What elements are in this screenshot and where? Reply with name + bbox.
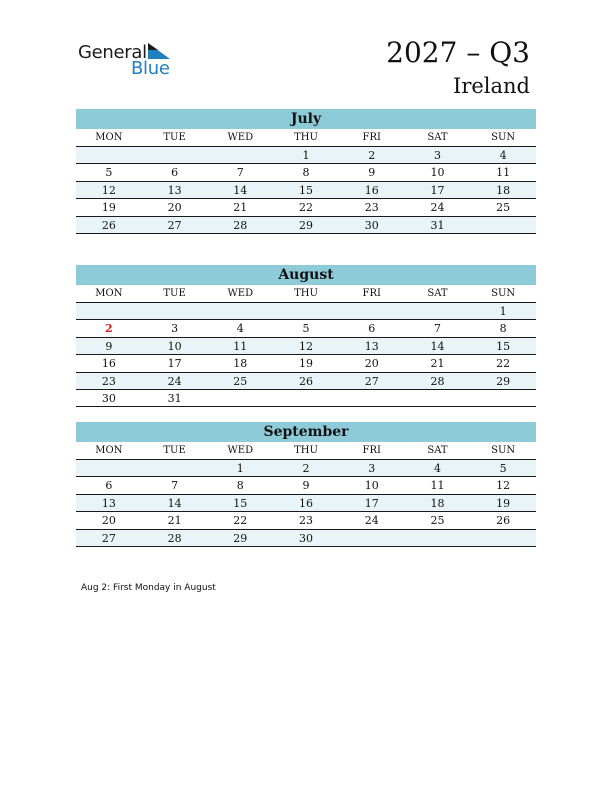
day-cell: 22 xyxy=(233,514,248,528)
day-cell: 9 xyxy=(302,479,310,493)
weekday-header-row xyxy=(76,129,536,147)
day-cell: 16 xyxy=(364,183,379,197)
day-cell: 23 xyxy=(299,514,314,528)
day-cell: 24 xyxy=(430,201,445,215)
day-cell: 23 xyxy=(101,374,116,388)
weekday-label: FRI xyxy=(362,288,381,299)
day-cell: 4 xyxy=(236,322,244,336)
day-cell: 22 xyxy=(496,357,511,371)
day-cell: 26 xyxy=(496,514,511,528)
day-cell: 14 xyxy=(430,339,445,353)
day-cell: 12 xyxy=(496,479,511,493)
day-cell: 3 xyxy=(368,462,376,475)
weekday-label: FRI xyxy=(362,132,381,143)
empty-day-cell xyxy=(470,217,536,233)
logo xyxy=(78,40,188,80)
week-row xyxy=(76,320,536,337)
day-cell: 8 xyxy=(302,166,310,180)
day-cell: 17 xyxy=(167,357,182,371)
weekday-label: THU xyxy=(294,445,318,456)
day-cell: 24 xyxy=(364,514,379,528)
day-cell: 11 xyxy=(430,479,445,493)
weekday-label: SUN xyxy=(491,132,516,143)
weekday-label: SUN xyxy=(491,288,516,299)
week-row xyxy=(76,460,536,477)
day-cell: 27 xyxy=(364,374,379,388)
empty-day-cell xyxy=(142,460,208,476)
month-august xyxy=(76,265,536,407)
day-cell: 26 xyxy=(299,374,314,388)
empty-day-cell xyxy=(405,303,471,319)
day-cell: 16 xyxy=(299,496,314,510)
day-cell: 18 xyxy=(496,183,511,197)
week-row xyxy=(76,182,536,199)
day-cell: 18 xyxy=(430,496,445,510)
day-cell: 15 xyxy=(233,496,248,510)
day-cell: 11 xyxy=(233,339,248,353)
week-row xyxy=(76,217,536,234)
weekday-label: THU xyxy=(294,288,318,299)
day-cell: 6 xyxy=(171,166,179,180)
weekday-label: TUE xyxy=(163,288,186,299)
weekday-label: SAT xyxy=(427,288,448,299)
weekday-label: WED xyxy=(227,132,254,143)
week-row xyxy=(76,147,536,164)
day-cell: 6 xyxy=(368,322,376,336)
day-cell: 12 xyxy=(101,183,116,197)
day-cell: 2 xyxy=(302,462,310,475)
day-cell: 9 xyxy=(368,166,376,180)
country-name: Ireland xyxy=(453,74,530,98)
empty-day-cell xyxy=(470,390,536,406)
day-cell: 28 xyxy=(233,218,248,232)
empty-day-cell xyxy=(339,530,405,546)
week-row xyxy=(76,530,536,547)
weekday-label: TUE xyxy=(163,445,186,456)
day-cell: 3 xyxy=(171,322,179,336)
day-cell: 6 xyxy=(105,479,113,493)
weekday-label: SUN xyxy=(491,445,516,456)
holiday-note: Aug 2: First Monday in August xyxy=(81,583,216,593)
logo-general-text: General xyxy=(78,42,147,63)
day-cell: 23 xyxy=(364,201,379,215)
week-row xyxy=(76,477,536,494)
day-cell: 31 xyxy=(430,218,445,232)
logo-triangle-icon xyxy=(148,43,170,59)
day-cell: 2 xyxy=(368,149,376,162)
empty-day-cell xyxy=(273,303,339,319)
week-row xyxy=(76,390,536,407)
empty-day-cell xyxy=(470,530,536,546)
weekday-label: WED xyxy=(227,445,254,456)
day-cell: 25 xyxy=(496,201,511,215)
day-cell: 31 xyxy=(167,391,182,405)
day-cell: 8 xyxy=(499,322,507,336)
logo-blue-text: Blue xyxy=(131,58,170,79)
day-cell: 29 xyxy=(496,374,511,388)
day-cell: 27 xyxy=(167,218,182,232)
empty-day-cell xyxy=(142,303,208,319)
empty-day-cell xyxy=(76,147,142,163)
empty-day-cell xyxy=(207,303,273,319)
day-cell: 4 xyxy=(499,149,507,162)
day-cell: 10 xyxy=(364,479,379,493)
week-row xyxy=(76,164,536,181)
day-cell: 28 xyxy=(430,374,445,388)
day-cell: 18 xyxy=(233,357,248,371)
day-cell: 5 xyxy=(105,166,113,180)
day-cell: 30 xyxy=(299,531,314,545)
weekday-header-row xyxy=(76,442,536,460)
day-cell: 13 xyxy=(364,339,379,353)
weekday-label: WED xyxy=(227,288,254,299)
day-cell: 29 xyxy=(299,218,314,232)
empty-day-cell xyxy=(76,460,142,476)
day-cell: 10 xyxy=(430,166,445,180)
day-cell: 9 xyxy=(105,339,113,353)
month-title: September xyxy=(76,422,536,442)
month-title: August xyxy=(76,265,536,285)
day-cell: 13 xyxy=(101,496,116,510)
week-row xyxy=(76,199,536,216)
day-cell: 30 xyxy=(364,218,379,232)
day-cell: 30 xyxy=(101,391,116,405)
month-september xyxy=(76,422,536,547)
day-cell: 28 xyxy=(167,531,182,545)
day-cell: 11 xyxy=(496,166,511,180)
day-cell: 21 xyxy=(233,201,248,215)
week-row xyxy=(76,373,536,390)
empty-day-cell xyxy=(142,147,208,163)
day-cell: 5 xyxy=(302,322,310,336)
day-cell: 25 xyxy=(430,514,445,528)
day-cell: 2 xyxy=(105,322,113,336)
empty-day-cell xyxy=(405,530,471,546)
holiday-notes xyxy=(81,583,216,593)
weekday-label: MON xyxy=(95,288,123,299)
day-cell: 12 xyxy=(299,339,314,353)
empty-day-cell xyxy=(405,390,471,406)
empty-day-cell xyxy=(207,147,273,163)
day-cell: 7 xyxy=(433,322,441,336)
day-cell: 20 xyxy=(364,357,379,371)
day-cell: 22 xyxy=(299,201,314,215)
day-cell: 25 xyxy=(233,374,248,388)
weekday-label: TUE xyxy=(163,132,186,143)
page-title: 2027 – Q3 xyxy=(386,36,530,69)
day-cell: 15 xyxy=(496,339,511,353)
day-cell: 29 xyxy=(233,531,248,545)
day-cell: 21 xyxy=(430,357,445,371)
day-cell: 3 xyxy=(433,149,441,162)
empty-day-cell xyxy=(76,303,142,319)
day-cell: 1 xyxy=(236,462,244,475)
weekday-label: THU xyxy=(294,132,318,143)
week-row xyxy=(76,495,536,512)
weekday-label: MON xyxy=(95,132,123,143)
day-cell: 17 xyxy=(364,496,379,510)
empty-day-cell xyxy=(339,390,405,406)
day-cell: 1 xyxy=(499,305,507,318)
empty-day-cell xyxy=(273,390,339,406)
day-cell: 19 xyxy=(299,357,314,371)
day-cell: 7 xyxy=(171,479,179,493)
day-cell: 5 xyxy=(499,462,507,475)
day-cell: 1 xyxy=(302,149,310,162)
empty-day-cell xyxy=(339,303,405,319)
day-cell: 4 xyxy=(433,462,441,475)
weekday-label: SAT xyxy=(427,132,448,143)
day-cell: 8 xyxy=(236,479,244,493)
month-july xyxy=(76,109,536,234)
day-cell: 14 xyxy=(167,496,182,510)
day-cell: 13 xyxy=(167,183,182,197)
day-cell: 20 xyxy=(101,514,116,528)
day-cell: 20 xyxy=(167,201,182,215)
day-cell: 7 xyxy=(236,166,244,180)
day-cell: 16 xyxy=(101,357,116,371)
week-row xyxy=(76,338,536,355)
week-row xyxy=(76,303,536,320)
weekday-label: SAT xyxy=(427,445,448,456)
day-cell: 19 xyxy=(101,201,116,215)
day-cell: 21 xyxy=(167,514,182,528)
day-cell: 10 xyxy=(167,339,182,353)
month-title: July xyxy=(76,109,536,129)
week-row xyxy=(76,355,536,372)
weekday-label: MON xyxy=(95,445,123,456)
weekday-label: FRI xyxy=(362,445,381,456)
day-cell: 17 xyxy=(430,183,445,197)
day-cell: 19 xyxy=(496,496,511,510)
day-cell: 26 xyxy=(101,218,116,232)
day-cell: 27 xyxy=(101,531,116,545)
day-cell: 15 xyxy=(299,183,314,197)
weekday-header-row xyxy=(76,285,536,303)
week-row xyxy=(76,512,536,529)
empty-day-cell xyxy=(207,390,273,406)
day-cell: 14 xyxy=(233,183,248,197)
day-cell: 24 xyxy=(167,374,182,388)
